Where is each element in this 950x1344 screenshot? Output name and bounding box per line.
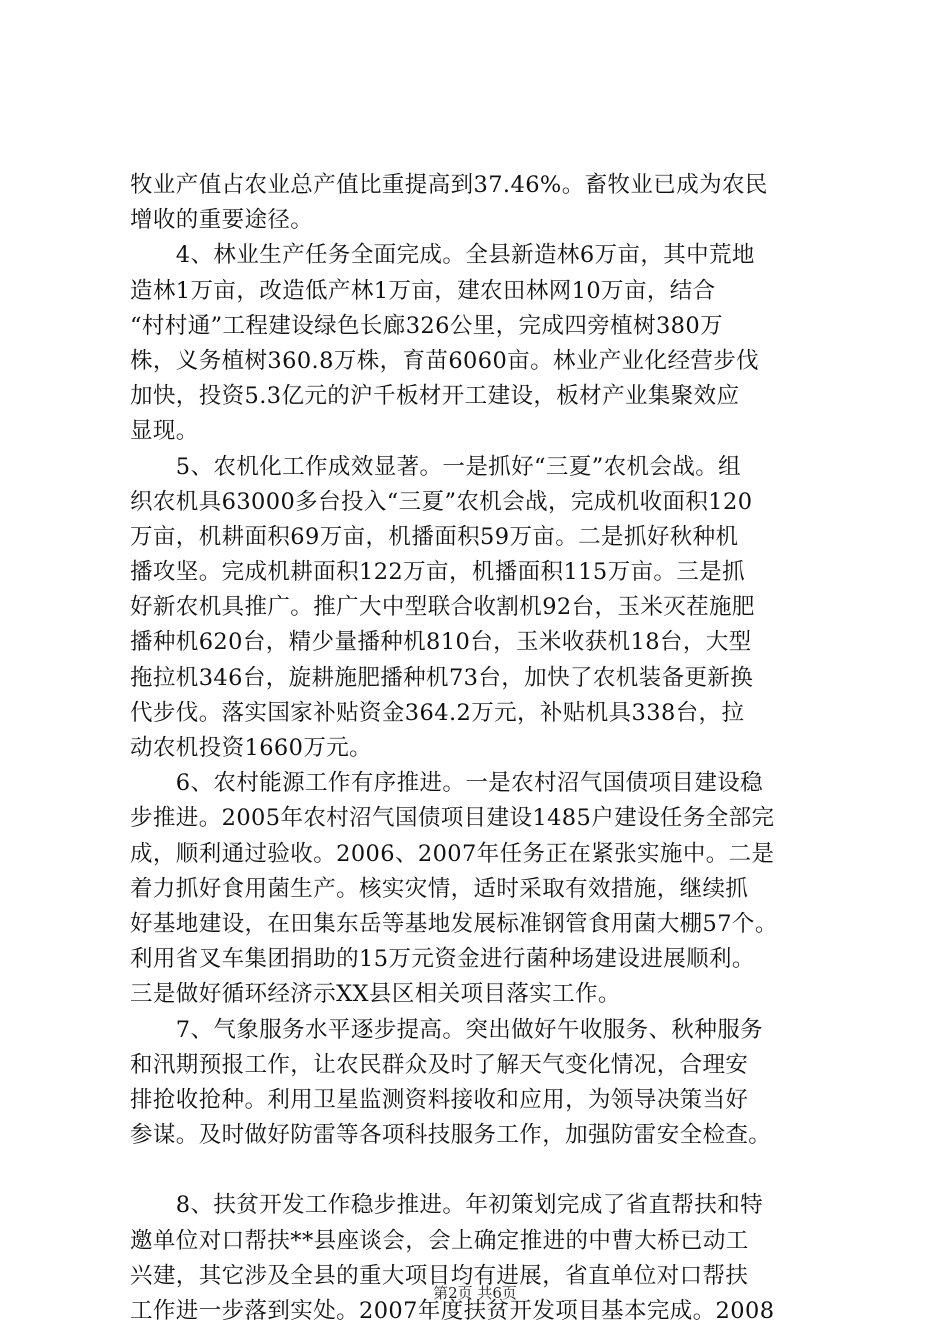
paragraph-forestry [130, 238, 842, 449]
text-line: 显现。 [130, 418, 199, 445]
text-line: 成，顺利通过验收。2006、2007年任务正在紧张实施中。二是 [130, 840, 775, 867]
text-line: 三是做好循环经济示XX县区相关项目落实工作。 [130, 981, 621, 1008]
text-line: 万亩，机耕面积69万亩，机播面积59万亩。二是抓好秋种机 [130, 523, 739, 550]
paragraph-poverty-alleviation [130, 1188, 842, 1329]
text-line: 增收的重要途径。 [130, 207, 314, 234]
paragraph-rural-energy [130, 766, 842, 1012]
text-line: 工作进一步落到实处。2007年度扶贫开发项目基本完成。2008 [130, 1298, 775, 1324]
text-line: 加快，投资5.3亿元的沪千板材开工建设，板材产业集聚效应 [130, 383, 740, 410]
text-line: 株，义务植树360.8万株，育苗6060亩。林业产业化经营步伐 [130, 347, 760, 374]
text-line: 织农机具63000多台投入“三夏”农机会战，完成机收面积120 [130, 488, 753, 515]
text-line: 牧业产值占农业总产值比重提高到37.46%。畜牧业已成为农民 [130, 172, 768, 198]
text-line: 着力抓好食用菌生产。核实灾情，适时采取有效措施，继续抓 [130, 875, 749, 902]
text-line: 5、农机化工作成效显著。一是抓好“三夏”农机会战。组 [130, 453, 742, 480]
paragraph-spacer [130, 1153, 842, 1188]
text-line: 排抢收抢种。利用卫星监测资料接收和应用，为领导决策当好 [130, 1086, 749, 1113]
text-line: 播攻坚。完成机耕面积122万亩，机播面积115万亩。三是抓 [130, 559, 745, 586]
document-body [130, 168, 842, 1329]
text-line: 拖拉机346台，旋耕施肥播种机73台，加快了农机装备更新换 [130, 664, 754, 691]
text-line: 利用省叉车集团捐助的15万元资金进行菌种场建设进展顺利。 [130, 946, 755, 973]
blank-line [130, 1153, 842, 1188]
paragraph-meteorology [130, 1013, 842, 1154]
text-line: 参谋。及时做好防雷等各项科技服务工作，加强防雷安全检查。 [130, 1122, 772, 1149]
text-line: 好基地建设，在田集东岳等基地发展标准钢管食用菌大棚57个。 [130, 910, 778, 937]
text-line: 8、扶贫开发工作稳步推进。年初策划完成了省直帮扶和特 [130, 1192, 764, 1219]
text-line: 7、气象服务水平逐步提高。突出做好午收服务、秋种服务 [130, 1016, 764, 1043]
text-line: 和汛期预报工作，让农民群众及时了解天气变化情况，合理安 [130, 1051, 749, 1078]
text-line: 播种机620台，精少量播种机810台，玉米收获机18台，大型 [130, 629, 752, 656]
text-line: “村村通”工程建设绿色长廊326公里，完成四旁植树380万 [130, 312, 723, 339]
text-line: 好新农机具推广。推广大中型联合收割机92台，玉米灭茬施肥 [130, 594, 755, 621]
text-line: 兴建，其它涉及全县的重大项目均有进展，省直单位对口帮扶 [130, 1262, 749, 1289]
text-line: 步推进。2005年农村沼气国债项目建设1485户建设任务全部完 [130, 805, 775, 832]
text-line: 代步伐。落实国家补贴资金364.2万元，补贴机具338台，拉 [130, 699, 745, 726]
paragraph-livestock [130, 168, 842, 238]
text-line: 动农机投资1660万元。 [130, 735, 373, 761]
text-line: 造林1万亩，改造低产林1万亩，建农田林网10万亩，结合 [130, 277, 716, 304]
paragraph-agri-machinery [130, 450, 842, 767]
text-line: 6、农村能源工作有序推进。一是农村沼气国债项目建设稳 [130, 770, 764, 797]
page-number-footer: 第2页 共6页 [433, 1284, 517, 1302]
text-line: 4、林业生产任务全面完成。全县新造林6万亩，其中荒地 [130, 242, 755, 269]
text-line: 邀单位对口帮扶**县座谈会，会上确定推进的中曹大桥已动工 [130, 1227, 749, 1254]
